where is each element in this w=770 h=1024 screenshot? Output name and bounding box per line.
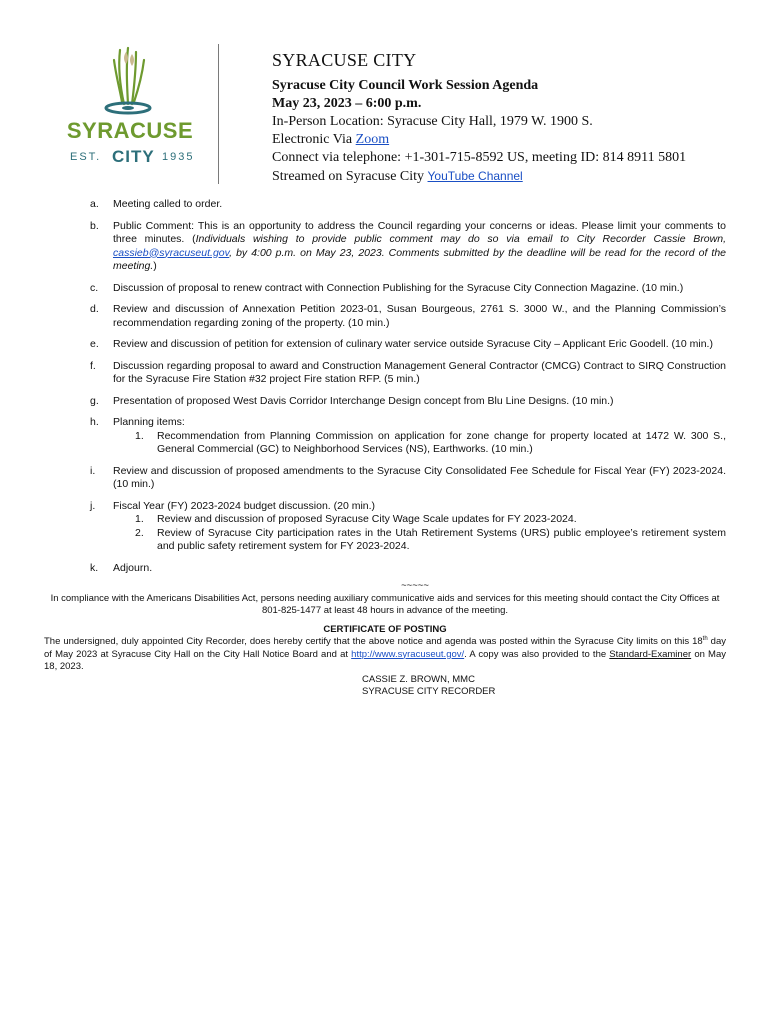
- standard-examiner-name: Standard-Examiner: [609, 648, 692, 660]
- city-website-link[interactable]: http://www.syracuseut.gov/: [351, 648, 465, 660]
- cert-ordinal: th: [702, 635, 708, 642]
- cert-text-1: The undersigned, duly appointed City Recorder, does hereby certify that the above notice and agenda was posted within the Syracuse City limits on this 18: [44, 636, 703, 647]
- item-text: Presentation of proposed West Davis Corridor Interchange Design concept from Blu Line Designs. (10 min.): [113, 394, 614, 407]
- in-person-location: In-Person Location: Syracuse City Hall, 1979 W. 1900 S.: [272, 114, 593, 129]
- stream-line: [272, 167, 752, 186]
- item-letter: h.: [90, 416, 99, 428]
- item-letter: k.: [90, 561, 99, 574]
- signer-name: CASSIE Z. BROWN, MMC: [362, 673, 475, 685]
- phone-line: Connect via telephone: +1-301-715-8592 US, meeting ID: 814 8911 5801: [272, 150, 687, 165]
- item-letter: e.: [90, 338, 99, 350]
- item-letter: a.: [90, 198, 99, 210]
- public-comment-text: Public Comment: This is an opportunity to address the Council regarding your concerns or ideas. Please limit your comments to three minutes. (: [113, 219, 726, 245]
- sub-item-number: 1.: [135, 429, 144, 442]
- agenda-item-f: [90, 360, 726, 387]
- item-text: Discussion regarding proposal to award and Construction Management General Contractor (CMCG) Contract to SIRQ Construction for the Syracuse Fire Station #32 project Fire station RFP. (5 min.): [113, 359, 726, 385]
- item-letter: f.: [90, 359, 96, 372]
- logo-city: CITY: [112, 147, 155, 166]
- electronic-line: [272, 131, 752, 149]
- sub-item-text: Review of Syracuse City participation rates in the Utah Retirement Systems (URS) public employee’s retirement system and public safety retirement system for FY 2023-2024.: [157, 526, 726, 552]
- agenda-items: [90, 198, 726, 583]
- item-body: [113, 500, 726, 554]
- public-comment-italic-1: Individuals wishing to provide public comment may do so via email to City Recorder Cassie Brown,: [195, 233, 726, 245]
- cert-text-3: . A copy was also provided to the: [464, 648, 610, 660]
- cert-text-2: day of May 2023 at Syracuse City Hall on the City Hall Notice Board and at: [44, 636, 726, 660]
- agenda-header: [272, 50, 752, 186]
- item-letter: c.: [90, 281, 99, 294]
- logo-est: EST.: [70, 151, 102, 163]
- public-comment-close: ): [153, 260, 157, 272]
- header-divider: [218, 44, 219, 184]
- item-letter: d.: [90, 303, 99, 315]
- item-text: Review and discussion of Annexation Petition 2023-01, Susan Bourgeous, 2761 S. 3000 W., and the Planning Commission’s recommendation regarding zoning of the property. (10 min.): [113, 303, 726, 329]
- item-text: Discussion of proposal to renew contract with Connection Publishing for the Syracuse City Connection Magazine. (10 min.): [113, 281, 684, 294]
- item-text: Fiscal Year (FY) 2023-2024 budget discussion. (20 min.): [113, 499, 376, 512]
- item-letter: j.: [90, 499, 96, 512]
- sub-item: [135, 513, 726, 527]
- city-title: SYRACUSE CITY: [272, 50, 417, 70]
- public-comment-italic-2: , by 4:00 p.m. on May 23, 2023. Comments submitted by the deadline will be read for the record of the meeting.: [113, 246, 726, 272]
- syracuse-city-logo: [58, 46, 208, 170]
- agenda-item-e: [90, 338, 726, 352]
- agenda-item-b: [90, 220, 726, 274]
- sub-item: [135, 527, 726, 554]
- item-letter: b.: [90, 219, 99, 232]
- agenda-item-a: [90, 198, 726, 212]
- agenda-item-j: [90, 500, 726, 554]
- item-text: Adjourn.: [113, 561, 153, 574]
- logo-year: 1935: [162, 151, 195, 163]
- item-text: Planning items:: [113, 416, 185, 428]
- stream-prefix: Streamed on Syracuse City: [272, 169, 428, 184]
- zoom-link[interactable]: Zoom: [355, 132, 390, 147]
- sub-item-text: Recommendation from Planning Commission on application for zone change for property located at 1472 W. 300 S., General Commercial (GC) to Neighborhood Services (NS), Earthworks. (10 min.): [157, 429, 726, 455]
- ada-notice: In compliance with the Americans Disabilities Act, persons needing auxiliary communicative aids and services for this meeting should contact the City Offices at 801-825-1477 at least 48 hours in advance of the meeting.: [50, 592, 720, 616]
- signer-title: SYRACUSE CITY RECORDER: [362, 686, 496, 697]
- certificate-title: CERTIFICATE OF POSTING: [323, 623, 447, 635]
- agenda-title: Syracuse City Council Work Session Agenda: [272, 78, 539, 93]
- agenda-footer: [44, 580, 726, 699]
- item-letter: i.: [90, 464, 96, 477]
- meeting-date-time: May 23, 2023 – 6:00 p.m.: [272, 96, 422, 111]
- sub-item-number: 1.: [135, 513, 144, 525]
- logo-name: SYRACUSE: [66, 118, 194, 143]
- item-text: Review and discussion of petition for extension of culinary water service outside Syracuse City – Applicant Eric Goodell. (10 min.): [113, 338, 713, 350]
- agenda-item-h: [90, 416, 726, 457]
- electronic-prefix: Electronic Via: [272, 132, 356, 147]
- agenda-item-c: [90, 282, 726, 296]
- certificate-text: [44, 636, 726, 674]
- item-text: Review and discussion of proposed amendments to the Syracuse City Consolidated Fee Schedule for Fiscal Year (FY) 2023-2024. (10 min.): [113, 464, 726, 490]
- sub-item: [135, 430, 726, 457]
- youtube-channel-link[interactable]: YouTube Channel: [427, 169, 523, 183]
- item-text: Meeting called to order.: [113, 198, 223, 210]
- sub-item-number: 2.: [135, 526, 144, 539]
- section-separator: ~~~~~: [401, 580, 429, 591]
- agenda-item-i: [90, 465, 726, 492]
- cert-text-4: on May 18, 2023.: [44, 648, 726, 672]
- agenda-item-g: [90, 395, 726, 409]
- item-text: [113, 220, 726, 274]
- wheat-stalks-icon: [114, 48, 144, 104]
- agenda-item-d: [90, 303, 726, 330]
- item-body: [113, 416, 726, 457]
- recorder-email-link[interactable]: cassieb@syracuseut.gov: [113, 246, 230, 259]
- sub-item-text: Review and discussion of proposed Syracuse City Wage Scale updates for FY 2023-2024.: [157, 513, 577, 525]
- item-letter: g.: [90, 394, 99, 407]
- agenda-item-k: [90, 562, 726, 576]
